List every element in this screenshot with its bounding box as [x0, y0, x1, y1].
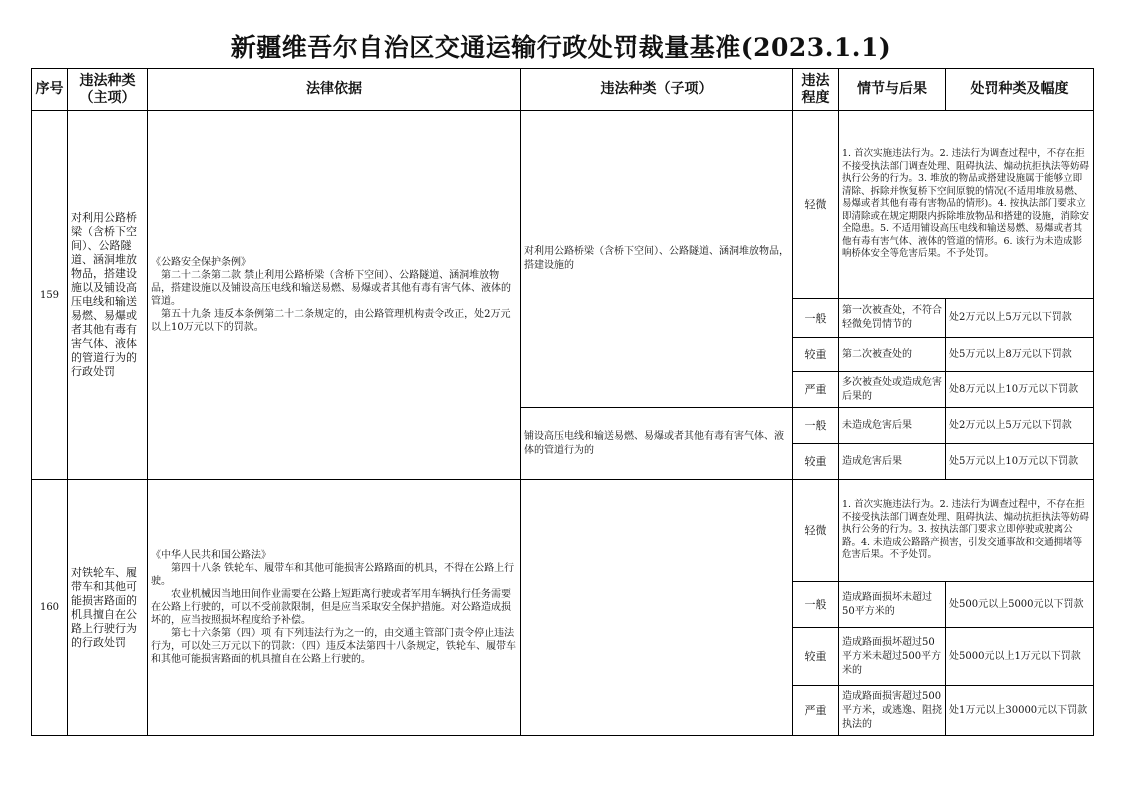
header-degree [793, 69, 839, 111]
law-paragraph: 《中华人民共和国公路法》 [151, 550, 271, 561]
penalty-cell: 处5万元以上8万元以下罚款 [946, 338, 1094, 372]
penalty-cell: 处5000元以上1万元以下罚款 [946, 628, 1094, 686]
row-number: 160 [32, 480, 68, 736]
penalty-table [31, 68, 1094, 736]
main-item-cell: 对利用公路桥梁（含桥下空间）、公路隧道、涵洞堆放物品，搭建设施以及铺设高压电线和输送易燃、易爆或者其他有毒有害气体、液体的管道行为的行政处罚 [68, 111, 148, 480]
main-item-cell: 对铁轮车、履带车和其他可能损害路面的机具擅自在公路上行驶行为的行政处罚 [68, 480, 148, 736]
light-plot-cell [839, 111, 1094, 299]
law-basis-cell [148, 111, 521, 480]
light-plot-cell [839, 480, 1094, 582]
header-degree-line1: 违法 [801, 72, 830, 89]
degree-cell: 严重 [793, 686, 839, 736]
law-paragraph: 第五十九条 违反本条例第二十二条规定的，由公路管理机构责令改正，处2万元以上10万元以下的罚款。 [151, 309, 511, 333]
plot-cell: 造成危害后果 [839, 444, 946, 480]
degree-cell: 较重 [793, 338, 839, 372]
law-paragraph: 农业机械因当地田间作业需要在公路上短距离行驶或者军用车辆执行任务需要在公路上行驶的，可以不受前款限制，但是应当采取安全保护措施。对公路造成损坏的，应当按照损坏程度给予补偿。 [151, 589, 511, 626]
table-row [32, 480, 1094, 582]
header-penalty: 处罚种类及幅度 [946, 69, 1094, 111]
penalty-cell: 处1万元以上30000元以下罚款 [946, 686, 1094, 736]
degree-cell: 较重 [793, 628, 839, 686]
table-row [32, 111, 1094, 299]
header-sub-item: 违法种类（子项） [521, 69, 793, 111]
header-main-line2: （主项） [79, 89, 136, 106]
header-law: 法律依据 [148, 69, 521, 111]
header-degree-line2: 程度 [801, 89, 830, 106]
penalty-cell: 处500元以上5000元以下罚款 [946, 582, 1094, 628]
light-plot-text: 1. 首次实施违法行为。2. 违法行为调查过程中，不存在拒不接受执法部门调查处理、阻碍执法、煽动抗拒执法等妨碍执行公务的行为。3. 堆放的物品或搭建设施属于能够立即清除、拆除并恢复桥下空间原貌的情况(不适用堆放易燃、易爆或者其他有毒有害物品的情形)。4. 按执法部门要求立即清除或在规定期限内拆除堆放物品和搭建的设施，消除安全隐患。5. 不适用铺设高压电线和输送易燃、易爆或者其他有毒有害气体、液体的管道的情形。6. 该行为未造成影响桥体安全等危害后果。不予处罚。 [842, 148, 1090, 260]
header-main-line1: 违法种类 [79, 72, 136, 89]
degree-cell: 一般 [793, 582, 839, 628]
header-main-item [68, 69, 148, 111]
penalty-cell: 处8万元以上10万元以下罚款 [946, 372, 1094, 408]
degree-cell: 较重 [793, 444, 839, 480]
penalty-cell: 处5万元以上10万元以下罚款 [946, 444, 1094, 480]
degree-cell: 轻微 [793, 480, 839, 582]
header-row [32, 69, 1094, 111]
sub-item-cell [521, 480, 793, 736]
header-no: 序号 [32, 69, 68, 111]
penalty-cell: 处2万元以上5万元以下罚款 [946, 408, 1094, 444]
header-plot: 情节与后果 [839, 69, 946, 111]
law-paragraph: 《公路安全保护条例》 [151, 257, 251, 268]
plot-cell: 造成路面损害超过500平方米，或逃逸、阻挠执法的 [839, 686, 946, 736]
document-title: 新疆维吾尔自治区交通运输行政处罚裁量基准(2023.1.1) [230, 33, 892, 62]
law-basis-cell [148, 480, 521, 736]
penalty-cell: 处2万元以上5万元以下罚款 [946, 299, 1094, 338]
degree-cell: 一般 [793, 408, 839, 444]
plot-cell: 第一次被查处，不符合轻微免罚情节的 [839, 299, 946, 338]
degree-cell: 一般 [793, 299, 839, 338]
plot-cell: 未造成危害后果 [839, 408, 946, 444]
degree-cell: 轻微 [793, 111, 839, 299]
law-paragraph: 第二十二条第二款 禁止利用公路桥梁（含桥下空间）、公路隧道、涵洞堆放物品，搭建设施以及铺设高压电线和输送易燃、易爆或者其他有毒有害气体、液体的管道。 [151, 270, 511, 307]
plot-cell: 造成路面损坏未超过50平方米的 [839, 582, 946, 628]
plot-cell: 多次被查处或造成危害后果的 [839, 372, 946, 408]
light-plot-text: 1. 首次实施违法行为。2. 违法行为调查过程中，不存在拒不接受执法部门调查处理、阻碍执法、煽动抗拒执法等妨碍执行公务的行为。3. 按执法部门要求立即停驶或驶离公路。4. 未造成公路路产损害，引发交通事故和交通拥堵等危害后果。不予处罚。 [842, 499, 1090, 561]
degree-cell: 严重 [793, 372, 839, 408]
law-paragraph: 第四十八条 铁轮车、履带车和其他可能损害公路路面的机具，不得在公路上行驶。 [151, 563, 515, 587]
plot-cell: 第二次被查处的 [839, 338, 946, 372]
law-paragraph: 第七十六条第（四）项 有下列违法行为之一的，由交通主管部门责令停止违法行为，可以处三万元以下的罚款：（四）违反本法第四十八条规定，铁轮车、履带车和其他可能损害路面的机具擅自在公路上行驶的。 [151, 628, 516, 665]
plot-cell: 造成路面损坏超过50平方米未超过500平方米的 [839, 628, 946, 686]
sub-item-cell: 铺设高压电线和输送易燃、易爆或者其他有毒有害气体、液体的管道行为的 [521, 408, 793, 480]
sub-item-cell: 对利用公路桥梁（含桥下空间）、公路隧道、涵洞堆放物品，搭建设施的 [521, 111, 793, 408]
row-number: 159 [32, 111, 68, 480]
